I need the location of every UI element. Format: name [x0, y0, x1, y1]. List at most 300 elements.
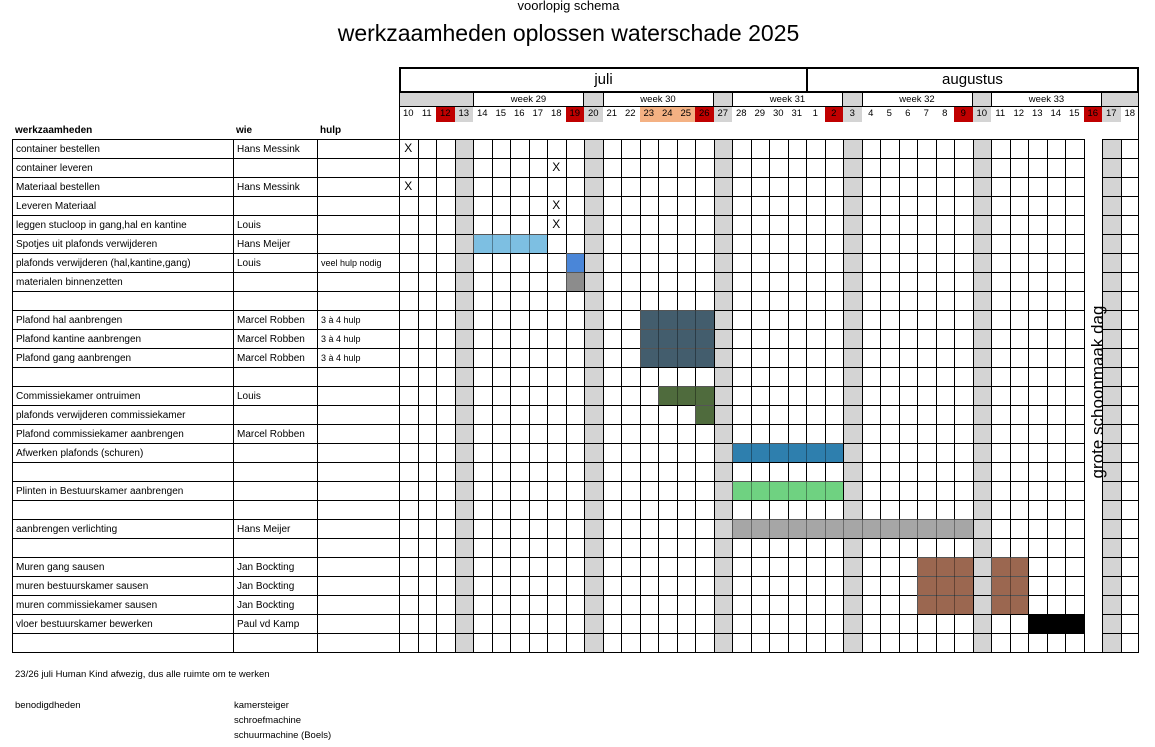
task-who: Hans Meijer — [233, 234, 317, 253]
schedule-cell — [510, 481, 529, 500]
schedule-cell — [436, 557, 455, 576]
schedule-cell — [603, 215, 622, 234]
schedule-cell — [658, 215, 677, 234]
schedule-cell — [936, 462, 955, 481]
schedule-cell — [492, 500, 511, 519]
schedule-cell — [936, 253, 955, 272]
schedule-cell — [436, 367, 455, 386]
schedule-cell — [603, 405, 622, 424]
schedule-cell — [399, 215, 418, 234]
schedule-cell — [584, 177, 603, 196]
schedule-cell — [862, 595, 881, 614]
schedule-cell — [621, 557, 640, 576]
schedule-cell — [603, 576, 622, 595]
schedule-cell — [825, 177, 844, 196]
schedule-cell — [769, 291, 788, 310]
schedule-cell — [658, 139, 677, 158]
schedule-cell — [1102, 272, 1121, 291]
bar-divider — [936, 595, 937, 614]
schedule-cell — [899, 158, 918, 177]
schedule-cell — [436, 481, 455, 500]
schedule-cell — [658, 633, 677, 652]
schedule-cell — [917, 291, 936, 310]
bar-divider — [825, 481, 826, 500]
schedule-cell — [806, 633, 825, 652]
schedule-cell — [843, 158, 862, 177]
day-label: 18 — [1121, 107, 1140, 122]
schedule-cell — [732, 139, 751, 158]
schedule-cell — [1047, 386, 1066, 405]
schedule-cell — [510, 215, 529, 234]
task-who: Louis — [233, 253, 317, 272]
schedule-cell — [492, 633, 511, 652]
schedule-cell — [917, 310, 936, 329]
schedule-cell — [584, 196, 603, 215]
schedule-cell — [1121, 329, 1140, 348]
schedule-cell — [436, 576, 455, 595]
schedule-cell — [658, 196, 677, 215]
schedule-cell — [843, 291, 862, 310]
schedule-cell — [732, 329, 751, 348]
schedule-cell — [436, 386, 455, 405]
schedule-cell — [640, 367, 659, 386]
schedule-cell — [899, 481, 918, 500]
schedule-cell — [862, 538, 881, 557]
schedule-cell — [492, 329, 511, 348]
day-label: 6 — [899, 107, 918, 122]
schedule-cell — [732, 424, 751, 443]
schedule-cell — [991, 462, 1010, 481]
schedule-cell — [862, 557, 881, 576]
task-help — [317, 576, 399, 595]
task-help — [317, 405, 399, 424]
schedule-cell — [1065, 196, 1084, 215]
schedule-cell — [936, 538, 955, 557]
task-help — [317, 614, 399, 633]
task-name — [12, 367, 233, 386]
schedule-cell — [917, 443, 936, 462]
task-who — [233, 196, 317, 215]
schedule-cell — [769, 177, 788, 196]
schedule-cell — [899, 253, 918, 272]
schedule-cell — [603, 234, 622, 253]
schedule-cell — [1010, 234, 1029, 253]
schedule-cell — [1010, 367, 1029, 386]
schedule-cell — [1065, 272, 1084, 291]
col-header-task: werkzaamheden — [15, 125, 93, 136]
task-name: Muren gang sausen — [12, 557, 233, 576]
schedule-cell — [806, 291, 825, 310]
schedule-cell — [954, 329, 973, 348]
schedule-cell — [566, 576, 585, 595]
schedule-cell — [418, 177, 437, 196]
task-name: Materiaal bestellen — [12, 177, 233, 196]
schedule-cell — [973, 253, 992, 272]
bar-divider — [1010, 595, 1011, 614]
schedule-cell — [621, 215, 640, 234]
schedule-cell — [880, 348, 899, 367]
schedule-cell — [732, 367, 751, 386]
schedule-cell — [973, 557, 992, 576]
schedule-cell — [1010, 291, 1029, 310]
schedule-cell — [640, 386, 659, 405]
schedule-cell — [936, 196, 955, 215]
schedule-cell — [788, 633, 807, 652]
schedule-cell — [658, 576, 677, 595]
schedule-cell — [1102, 196, 1121, 215]
task-help — [317, 386, 399, 405]
schedule-cell — [603, 253, 622, 272]
task-bar — [917, 557, 973, 576]
schedule-cell — [399, 291, 418, 310]
schedule-cell — [714, 443, 733, 462]
bar-divider — [843, 519, 844, 538]
schedule-cell — [769, 348, 788, 367]
schedule-cell — [492, 519, 511, 538]
schedule-cell — [399, 595, 418, 614]
schedule-cell — [1047, 500, 1066, 519]
task-bar — [658, 386, 714, 405]
schedule-cell — [899, 196, 918, 215]
schedule-cell — [973, 576, 992, 595]
schedule-cell — [418, 329, 437, 348]
schedule-cell — [566, 234, 585, 253]
schedule-cell — [547, 348, 566, 367]
schedule-cell — [973, 367, 992, 386]
task-bar — [917, 595, 973, 614]
schedule-cell — [751, 538, 770, 557]
schedule-cell — [769, 329, 788, 348]
schedule-cell — [862, 576, 881, 595]
schedule-cell — [677, 538, 696, 557]
schedule-cell — [436, 215, 455, 234]
schedule-cell — [1047, 595, 1066, 614]
schedule-cell — [640, 177, 659, 196]
schedule-cell — [751, 139, 770, 158]
schedule-cell — [473, 158, 492, 177]
schedule-cell — [954, 348, 973, 367]
schedule-cell — [954, 272, 973, 291]
task-name: muren commissiekamer sausen — [12, 595, 233, 614]
task-name: Commissiekamer ontruimen — [12, 386, 233, 405]
schedule-cell — [640, 462, 659, 481]
schedule-cell — [621, 595, 640, 614]
task-help — [317, 424, 399, 443]
schedule-cell — [510, 177, 529, 196]
bar-divider — [769, 519, 770, 538]
schedule-cell — [473, 329, 492, 348]
schedule-cell — [1121, 272, 1140, 291]
schedule-cell — [1065, 139, 1084, 158]
schedule-cell — [751, 272, 770, 291]
schedule-cell — [899, 557, 918, 576]
schedule-cell — [1102, 614, 1121, 633]
schedule-cell — [1121, 595, 1140, 614]
schedule-cell — [547, 557, 566, 576]
schedule-cell — [418, 386, 437, 405]
schedule-cell — [658, 557, 677, 576]
schedule-cell — [677, 272, 696, 291]
task-help: veel hulp nodig — [317, 253, 399, 272]
schedule-cell — [399, 614, 418, 633]
schedule-cell — [455, 234, 474, 253]
schedule-cell — [473, 424, 492, 443]
schedule-cell — [603, 386, 622, 405]
schedule-cell — [714, 500, 733, 519]
schedule-cell — [695, 272, 714, 291]
schedule-cell — [492, 424, 511, 443]
schedule-cell — [954, 614, 973, 633]
schedule-cell — [529, 272, 548, 291]
task-who: Jan Bockting — [233, 595, 317, 614]
schedule-cell — [436, 633, 455, 652]
schedule-cell — [936, 424, 955, 443]
task-name: aanbrengen verlichting — [12, 519, 233, 538]
schedule-cell — [899, 576, 918, 595]
task-bar — [917, 576, 973, 595]
schedule-cell — [825, 291, 844, 310]
schedule-cell — [418, 367, 437, 386]
bar-divider — [695, 386, 696, 405]
day-label: 8 — [936, 107, 955, 122]
bar-divider — [954, 595, 955, 614]
day-label: 16 — [510, 107, 529, 122]
needs-item: schroefmachine — [234, 715, 302, 726]
schedule-cell — [880, 614, 899, 633]
schedule-cell — [714, 462, 733, 481]
schedule-cell — [603, 538, 622, 557]
schedule-cell — [1047, 424, 1066, 443]
schedule-cell — [806, 424, 825, 443]
schedule-cell — [769, 424, 788, 443]
schedule-cell — [418, 538, 437, 557]
schedule-cell — [529, 139, 548, 158]
schedule-cell — [991, 424, 1010, 443]
schedule-cell — [1102, 538, 1121, 557]
task-mark: X — [552, 160, 561, 174]
schedule-cell — [769, 462, 788, 481]
schedule-cell — [1065, 405, 1084, 424]
schedule-cell — [658, 443, 677, 462]
schedule-cell — [603, 481, 622, 500]
task-who: Jan Bockting — [233, 576, 317, 595]
schedule-cell — [695, 139, 714, 158]
schedule-cell — [418, 481, 437, 500]
schedule-cell — [603, 519, 622, 538]
schedule-cell — [788, 310, 807, 329]
schedule-cell — [732, 348, 751, 367]
schedule-cell — [510, 405, 529, 424]
schedule-cell — [677, 215, 696, 234]
schedule-cell — [1121, 576, 1140, 595]
schedule-cell — [1010, 500, 1029, 519]
schedule-cell — [880, 367, 899, 386]
schedule-cell — [1010, 139, 1029, 158]
schedule-cell — [843, 272, 862, 291]
schedule-cell — [695, 462, 714, 481]
schedule-cell — [640, 405, 659, 424]
schedule-cell — [529, 196, 548, 215]
schedule-cell — [714, 348, 733, 367]
schedule-cell — [529, 329, 548, 348]
schedule-cell — [880, 139, 899, 158]
schedule-cell — [825, 253, 844, 272]
schedule-cell — [473, 291, 492, 310]
schedule-cell — [843, 557, 862, 576]
schedule-cell — [547, 614, 566, 633]
schedule-cell — [436, 139, 455, 158]
schedule-cell — [862, 633, 881, 652]
schedule-cell — [1047, 158, 1066, 177]
schedule-cell — [806, 253, 825, 272]
task-name: muren bestuurskamer sausen — [12, 576, 233, 595]
schedule-cell — [899, 177, 918, 196]
schedule-cell — [991, 367, 1010, 386]
bar-divider — [751, 481, 752, 500]
task-name: plafonds verwijderen (hal,kantine,gang) — [12, 253, 233, 272]
schedule-cell — [1065, 462, 1084, 481]
schedule-cell — [603, 443, 622, 462]
schedule-cell — [806, 272, 825, 291]
schedule-cell — [1121, 310, 1140, 329]
page-subtitle: voorlopig schema — [517, 0, 620, 13]
day-label: 31 — [788, 107, 807, 122]
schedule-cell — [621, 272, 640, 291]
schedule-cell — [418, 291, 437, 310]
schedule-cell — [917, 272, 936, 291]
week-row-outline — [399, 92, 1139, 107]
day-label: 14 — [1047, 107, 1066, 122]
schedule-cell — [954, 215, 973, 234]
schedule-cell — [436, 443, 455, 462]
needs-label: benodigdheden — [15, 700, 81, 711]
schedule-cell — [1028, 272, 1047, 291]
task-help — [317, 234, 399, 253]
schedule-cell — [695, 595, 714, 614]
schedule-cell — [1010, 481, 1029, 500]
schedule-cell — [806, 367, 825, 386]
schedule-cell — [658, 519, 677, 538]
task-who: Jan Bockting — [233, 557, 317, 576]
schedule-cell — [714, 158, 733, 177]
schedule-cell — [418, 595, 437, 614]
schedule-cell — [1102, 177, 1121, 196]
schedule-cell — [751, 500, 770, 519]
schedule-cell — [788, 405, 807, 424]
day-label: 7 — [917, 107, 936, 122]
schedule-cell — [825, 424, 844, 443]
schedule-cell — [566, 177, 585, 196]
schedule-cell — [418, 462, 437, 481]
schedule-cell — [399, 348, 418, 367]
schedule-cell — [677, 253, 696, 272]
schedule-cell — [640, 424, 659, 443]
schedule-cell — [621, 500, 640, 519]
schedule-cell — [732, 234, 751, 253]
schedule-cell — [510, 462, 529, 481]
schedule-cell — [1121, 633, 1140, 652]
schedule-cell — [455, 462, 474, 481]
schedule-cell — [788, 291, 807, 310]
schedule-cell — [899, 633, 918, 652]
schedule-cell — [492, 443, 511, 462]
schedule-cell — [862, 291, 881, 310]
schedule-cell — [1065, 291, 1084, 310]
schedule-cell — [732, 253, 751, 272]
schedule-cell — [954, 633, 973, 652]
schedule-cell — [455, 215, 474, 234]
schedule-cell — [399, 272, 418, 291]
day-label: 3 — [843, 107, 862, 122]
schedule-cell — [492, 576, 511, 595]
schedule-cell — [954, 234, 973, 253]
schedule-cell — [510, 253, 529, 272]
schedule-cell — [1047, 462, 1066, 481]
schedule-cell — [1028, 139, 1047, 158]
schedule-cell — [566, 139, 585, 158]
schedule-cell — [1102, 139, 1121, 158]
schedule-cell — [510, 291, 529, 310]
schedule-cell — [825, 367, 844, 386]
task-help — [317, 443, 399, 462]
schedule-cell — [510, 633, 529, 652]
day-label: 20 — [584, 107, 603, 122]
schedule-cell — [695, 291, 714, 310]
schedule-cell — [566, 462, 585, 481]
schedule-cell — [399, 462, 418, 481]
schedule-cell — [1028, 595, 1047, 614]
task-who — [233, 500, 317, 519]
schedule-cell — [954, 538, 973, 557]
schedule-cell — [714, 329, 733, 348]
schedule-cell — [1102, 557, 1121, 576]
schedule-cell — [732, 158, 751, 177]
schedule-cell — [418, 272, 437, 291]
schedule-cell — [973, 538, 992, 557]
schedule-cell — [529, 386, 548, 405]
schedule-cell — [1121, 234, 1140, 253]
schedule-cell — [529, 500, 548, 519]
schedule-cell — [1065, 367, 1084, 386]
schedule-cell — [640, 519, 659, 538]
schedule-cell — [455, 595, 474, 614]
schedule-cell — [991, 348, 1010, 367]
schedule-cell — [547, 272, 566, 291]
schedule-cell — [862, 424, 881, 443]
day-label: 27 — [714, 107, 733, 122]
schedule-cell — [991, 614, 1010, 633]
schedule-cell — [1028, 386, 1047, 405]
task-name: vloer bestuurskamer bewerken — [12, 614, 233, 633]
week-label: week 29 — [473, 92, 584, 107]
schedule-cell — [584, 481, 603, 500]
schedule-cell — [936, 386, 955, 405]
schedule-cell — [436, 348, 455, 367]
schedule-cell — [677, 500, 696, 519]
bar-divider — [936, 519, 937, 538]
schedule-cell — [1047, 329, 1066, 348]
task-help — [317, 500, 399, 519]
schedule-cell — [640, 196, 659, 215]
schedule-cell — [843, 614, 862, 633]
schedule-cell — [991, 234, 1010, 253]
schedule-cell — [973, 405, 992, 424]
schedule-cell — [1028, 633, 1047, 652]
schedule-cell — [492, 310, 511, 329]
schedule-cell — [418, 158, 437, 177]
schedule-cell — [991, 519, 1010, 538]
schedule-cell — [714, 139, 733, 158]
